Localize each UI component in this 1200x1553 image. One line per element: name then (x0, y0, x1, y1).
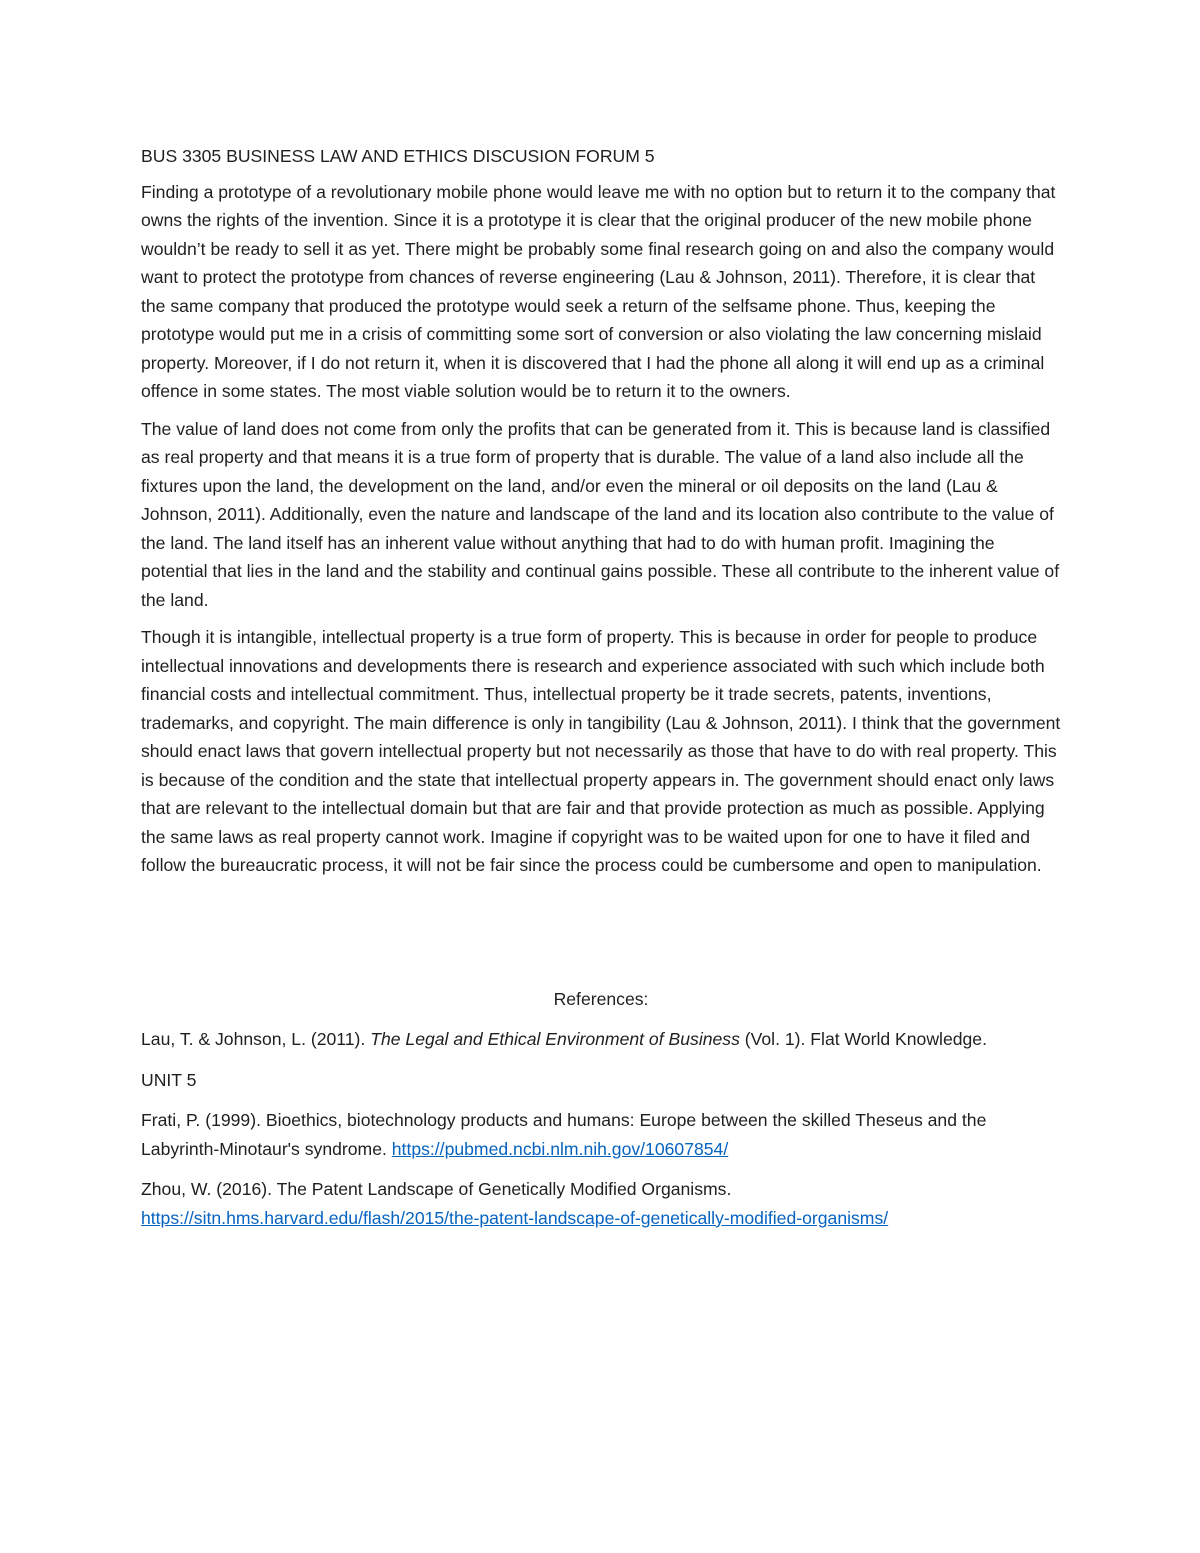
references-heading: References: (553, 988, 649, 1009)
unit-label: UNIT 5 (141, 1069, 197, 1090)
reference-lau-book-title: The Legal and Ethical Environment of Business (370, 1029, 740, 1049)
reference-lau-suffix: (Vol. 1). Flat World Knowledge. (739, 1029, 987, 1049)
reference-lau-johnson (141, 1025, 1061, 1054)
paragraph-land-value: The value of land does not come from only the profits that can be generated from it. This is because land is classified as real property and that means it is a true form of property that is durable. The value of a land also include all the fixtures upon the land, the development on the land, and/or even the mineral or oil deposits on the land (Lau & Johnson, 2011). Additionally, even the nature and landscape of the land and its location also contribute to the value of the land. The land itself has an inherent value without anything that had to do with human profit. Imagining the potential that lies in the land and the stability and continual gains possible. These all contribute to the inherent value of the land. (141, 418, 1060, 610)
reference-zhou-text: Zhou, W. (2016). The Patent Landscape of Genetically Modified Organisms. (141, 1179, 732, 1199)
reference-zhou-link[interactable]: https://sitn.hms.harvard.edu/flash/2015/the-patent-landscape-of-genetically-modified-organisms/ (141, 1207, 889, 1228)
document-title: BUS 3305 BUSINESS LAW AND ETHICS DISCUSION FORUM 5 (141, 146, 655, 166)
reference-frati-link[interactable]: https://pubmed.ncbi.nlm.nih.gov/10607854/ (391, 1138, 729, 1159)
paragraph-intellectual-property: Though it is intangible, intellectual property is a true form of property. This is because in order for people to produce intellectual innovations and developments there is research and experience associated with such which include both financial costs and intellectual commitment. Thus, intellectual property be it trade secrets, patents, inventions, trademarks, and copyright. The main difference is only in tangibility (Lau & Johnson, 2011). I think that the government should enact laws that govern intellectual property but not necessarily as those that have to do with real property. This is because of the condition and the state that intellectual property appears in. The government should enact only laws that are relevant to the intellectual domain but that are fair and that provide protection as much as possible. Applying the same laws as real property cannot work. Imagine if copyright was to be waited upon for one to have it filed and follow the bureaucratic process, it will not be fair since the process could be cumbersome and open to manipulation. (141, 627, 1061, 875)
reference-frati-text: Frati, P. (1999). Bioethics, biotechnology products and humans: Europe between the skilled Theseus and the Labyrinth-Minotaur's syndrome. (141, 1110, 987, 1159)
document-page (141, 142, 1061, 1244)
reference-zhou (141, 1175, 1061, 1232)
paragraph-prototype: Finding a prototype of a revolutionary mobile phone would leave me with no option but to return it to the company that owns the rights of the invention. Since it is a prototype it is clear that the original producer of the new mobile phone wouldn’t be ready to sell it as yet. There might be probably some final research going on and also the company would want to protect the prototype from chances of reverse engineering (Lau & Johnson, 2011). Therefore, it is clear that the same company that produced the prototype would seek a return of the selfsame phone. Thus, keeping the prototype would put me in a crisis of committing some sort of conversion or also violating the law concerning mislaid property. Moreover, if I do not return it, when it is discovered that I had the phone all along it will end up as a criminal offence in some states. The most viable solution would be to return it to the owners. (141, 181, 1056, 401)
reference-frati (141, 1106, 1061, 1163)
reference-lau-prefix: Lau, T. & Johnson, L. (2011). (141, 1029, 371, 1049)
